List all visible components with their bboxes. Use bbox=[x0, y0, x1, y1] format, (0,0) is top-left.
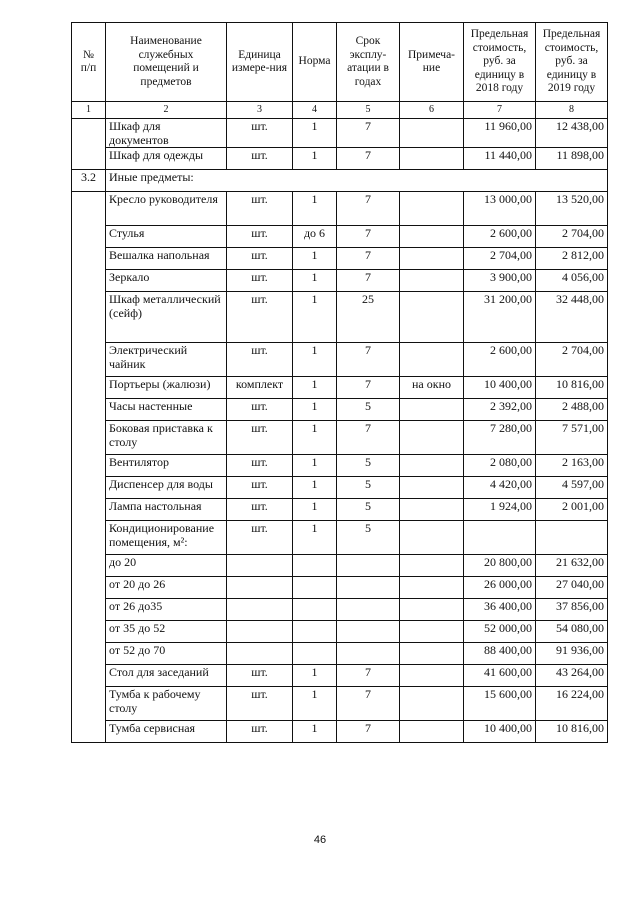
item-note bbox=[400, 421, 464, 455]
item-norm bbox=[293, 577, 337, 599]
table-row bbox=[72, 343, 608, 377]
item-price-2019: 2 704,00 bbox=[536, 343, 608, 377]
item-name: от 26 до35 bbox=[106, 599, 227, 621]
table-row bbox=[72, 421, 608, 455]
section-title: Иные предметы: bbox=[106, 170, 608, 192]
item-price-2019: 7 571,00 bbox=[536, 421, 608, 455]
item-unit: шт. bbox=[227, 399, 293, 421]
item-name: Шкаф для одежды bbox=[106, 148, 227, 170]
item-term: 5 bbox=[337, 455, 400, 477]
item-price-2018: 2 600,00 bbox=[464, 226, 536, 248]
item-unit: шт. bbox=[227, 148, 293, 170]
item-norm: 1 bbox=[293, 148, 337, 170]
item-price-2018: 7 280,00 bbox=[464, 421, 536, 455]
item-name: Кресло руководителя bbox=[106, 192, 227, 226]
item-note bbox=[400, 119, 464, 148]
table-row bbox=[72, 499, 608, 521]
row-number-cell bbox=[72, 119, 106, 170]
item-name: Боковая приставка к столу bbox=[106, 421, 227, 455]
column-number: 7 bbox=[464, 102, 536, 119]
item-unit: шт. bbox=[227, 248, 293, 270]
item-name: Стулья bbox=[106, 226, 227, 248]
item-note bbox=[400, 643, 464, 665]
table-row bbox=[72, 555, 608, 577]
item-term: 7 bbox=[337, 119, 400, 148]
item-name: до 20 bbox=[106, 555, 227, 577]
item-term bbox=[337, 621, 400, 643]
table-row bbox=[72, 721, 608, 743]
item-term bbox=[337, 555, 400, 577]
norms-table bbox=[71, 22, 608, 743]
item-name: Вентилятор bbox=[106, 455, 227, 477]
item-price-2019: 13 520,00 bbox=[536, 192, 608, 226]
item-unit: шт. bbox=[227, 687, 293, 721]
item-price-2019: 37 856,00 bbox=[536, 599, 608, 621]
table-row bbox=[72, 599, 608, 621]
item-note bbox=[400, 455, 464, 477]
header-unit: Единица измере-ния bbox=[227, 23, 293, 102]
item-name: Портьеры (жалюзи) bbox=[106, 377, 227, 399]
page-number: 46 bbox=[313, 834, 327, 846]
item-unit: шт. bbox=[227, 292, 293, 343]
table-row bbox=[72, 455, 608, 477]
item-price-2019: 54 080,00 bbox=[536, 621, 608, 643]
item-price-2019: 2 488,00 bbox=[536, 399, 608, 421]
item-price-2019: 2 163,00 bbox=[536, 455, 608, 477]
item-norm: 1 bbox=[293, 477, 337, 499]
header-norm: Норма bbox=[293, 23, 337, 102]
item-unit bbox=[227, 643, 293, 665]
item-note bbox=[400, 148, 464, 170]
table-row bbox=[72, 521, 608, 555]
table-row bbox=[72, 399, 608, 421]
item-unit: шт. bbox=[227, 119, 293, 148]
header-term: Срок эксплу-атации в годах bbox=[337, 23, 400, 102]
item-term bbox=[337, 643, 400, 665]
item-note bbox=[400, 477, 464, 499]
column-number: 3 bbox=[227, 102, 293, 119]
item-price-2019: 2 812,00 bbox=[536, 248, 608, 270]
item-price-2018: 3 900,00 bbox=[464, 270, 536, 292]
header-no: № п/п bbox=[72, 23, 106, 102]
row-number-cell bbox=[72, 192, 106, 743]
item-term: 7 bbox=[337, 687, 400, 721]
item-price-2018: 2 600,00 bbox=[464, 343, 536, 377]
item-price-2018: 13 000,00 bbox=[464, 192, 536, 226]
item-norm bbox=[293, 599, 337, 621]
item-name: от 52 до 70 bbox=[106, 643, 227, 665]
item-price-2018: 2 704,00 bbox=[464, 248, 536, 270]
item-term: 7 bbox=[337, 226, 400, 248]
item-note bbox=[400, 248, 464, 270]
item-price-2018: 10 400,00 bbox=[464, 721, 536, 743]
table-row bbox=[72, 621, 608, 643]
item-name: Стол для заседаний bbox=[106, 665, 227, 687]
item-price-2018: 36 400,00 bbox=[464, 599, 536, 621]
item-note: на окно bbox=[400, 377, 464, 399]
item-price-2019: 4 597,00 bbox=[536, 477, 608, 499]
item-note bbox=[400, 721, 464, 743]
section-number: 3.2 bbox=[72, 170, 106, 192]
table-row bbox=[72, 148, 608, 170]
section-row bbox=[72, 170, 608, 192]
item-term: 5 bbox=[337, 477, 400, 499]
table-row bbox=[72, 270, 608, 292]
item-term: 7 bbox=[337, 270, 400, 292]
item-price-2018: 31 200,00 bbox=[464, 292, 536, 343]
item-unit: шт. bbox=[227, 343, 293, 377]
item-name: Зеркало bbox=[106, 270, 227, 292]
item-price-2019: 10 816,00 bbox=[536, 377, 608, 399]
table-row bbox=[72, 643, 608, 665]
item-norm bbox=[293, 555, 337, 577]
item-term: 7 bbox=[337, 343, 400, 377]
item-norm: 1 bbox=[293, 399, 337, 421]
item-name: Кондиционирование помещения, м²: bbox=[106, 521, 227, 555]
item-price-2018: 4 420,00 bbox=[464, 477, 536, 499]
column-number: 8 bbox=[536, 102, 608, 119]
item-norm bbox=[293, 621, 337, 643]
item-price-2019: 43 264,00 bbox=[536, 665, 608, 687]
item-term: 5 bbox=[337, 399, 400, 421]
header-name: Наименование служебных помещений и предметов bbox=[106, 23, 227, 102]
column-number: 6 bbox=[400, 102, 464, 119]
column-number: 5 bbox=[337, 102, 400, 119]
item-price-2019: 2 704,00 bbox=[536, 226, 608, 248]
header-note: Примеча-ние bbox=[400, 23, 464, 102]
item-price-2018: 2 392,00 bbox=[464, 399, 536, 421]
item-note bbox=[400, 621, 464, 643]
item-name: Тумба к рабочему столу bbox=[106, 687, 227, 721]
table-row bbox=[72, 577, 608, 599]
item-note bbox=[400, 292, 464, 343]
item-unit bbox=[227, 577, 293, 599]
item-price-2018: 11 440,00 bbox=[464, 148, 536, 170]
item-price-2018: 11 960,00 bbox=[464, 119, 536, 148]
item-note bbox=[400, 499, 464, 521]
table-row bbox=[72, 687, 608, 721]
item-norm: до 6 bbox=[293, 226, 337, 248]
item-norm: 1 bbox=[293, 665, 337, 687]
item-unit bbox=[227, 599, 293, 621]
item-term bbox=[337, 599, 400, 621]
column-number: 1 bbox=[72, 102, 106, 119]
item-price-2018: 10 400,00 bbox=[464, 377, 536, 399]
item-note bbox=[400, 599, 464, 621]
item-norm: 1 bbox=[293, 421, 337, 455]
item-norm: 1 bbox=[293, 687, 337, 721]
item-note bbox=[400, 687, 464, 721]
item-term bbox=[337, 577, 400, 599]
item-name: Диспенсер для воды bbox=[106, 477, 227, 499]
item-unit: шт. bbox=[227, 421, 293, 455]
item-term: 7 bbox=[337, 148, 400, 170]
item-term: 7 bbox=[337, 377, 400, 399]
table-row bbox=[72, 248, 608, 270]
table-header-row bbox=[72, 23, 608, 102]
item-price-2018 bbox=[464, 521, 536, 555]
item-unit: шт. bbox=[227, 270, 293, 292]
item-price-2019: 11 898,00 bbox=[536, 148, 608, 170]
item-norm: 1 bbox=[293, 119, 337, 148]
column-numbers-row bbox=[72, 102, 608, 119]
item-price-2018: 15 600,00 bbox=[464, 687, 536, 721]
item-norm: 1 bbox=[293, 499, 337, 521]
item-name: Лампа настольная bbox=[106, 499, 227, 521]
item-price-2019: 16 224,00 bbox=[536, 687, 608, 721]
item-unit bbox=[227, 555, 293, 577]
item-price-2018: 1 924,00 bbox=[464, 499, 536, 521]
item-price-2018: 20 800,00 bbox=[464, 555, 536, 577]
item-note bbox=[400, 343, 464, 377]
item-unit: шт. bbox=[227, 455, 293, 477]
item-note bbox=[400, 270, 464, 292]
item-price-2018: 52 000,00 bbox=[464, 621, 536, 643]
item-price-2019: 27 040,00 bbox=[536, 577, 608, 599]
item-norm: 1 bbox=[293, 270, 337, 292]
item-unit: шт. bbox=[227, 665, 293, 687]
item-term: 7 bbox=[337, 421, 400, 455]
table-row bbox=[72, 226, 608, 248]
table-row bbox=[72, 377, 608, 399]
header-price-2018: Предельная стоимость, руб. за единицу в 2018 году bbox=[464, 23, 536, 102]
item-norm: 1 bbox=[293, 521, 337, 555]
table-row bbox=[72, 665, 608, 687]
item-note bbox=[400, 555, 464, 577]
item-price-2018: 26 000,00 bbox=[464, 577, 536, 599]
item-price-2019: 4 056,00 bbox=[536, 270, 608, 292]
item-unit bbox=[227, 621, 293, 643]
item-term: 5 bbox=[337, 499, 400, 521]
table-row bbox=[72, 119, 608, 148]
item-name: Шкаф для документов bbox=[106, 119, 227, 148]
item-norm bbox=[293, 643, 337, 665]
item-norm: 1 bbox=[293, 377, 337, 399]
item-norm: 1 bbox=[293, 343, 337, 377]
item-price-2019: 91 936,00 bbox=[536, 643, 608, 665]
item-note bbox=[400, 399, 464, 421]
item-price-2018: 2 080,00 bbox=[464, 455, 536, 477]
item-price-2018: 41 600,00 bbox=[464, 665, 536, 687]
item-term: 25 bbox=[337, 292, 400, 343]
item-name: Часы настенные bbox=[106, 399, 227, 421]
item-name: Тумба сервисная bbox=[106, 721, 227, 743]
item-term: 7 bbox=[337, 721, 400, 743]
item-term: 7 bbox=[337, 192, 400, 226]
item-note bbox=[400, 192, 464, 226]
item-norm: 1 bbox=[293, 455, 337, 477]
item-price-2019: 21 632,00 bbox=[536, 555, 608, 577]
item-price-2019 bbox=[536, 521, 608, 555]
item-name: Электрический чайник bbox=[106, 343, 227, 377]
item-unit: шт. bbox=[227, 226, 293, 248]
item-name: Шкаф металлический (сейф) bbox=[106, 292, 227, 343]
column-number: 4 bbox=[293, 102, 337, 119]
table-row bbox=[72, 192, 608, 226]
header-price-2019: Предельная стоимость, руб. за единицу в 2019 году bbox=[536, 23, 608, 102]
item-term: 5 bbox=[337, 521, 400, 555]
item-name: от 20 до 26 bbox=[106, 577, 227, 599]
item-name: от 35 до 52 bbox=[106, 621, 227, 643]
item-term: 7 bbox=[337, 665, 400, 687]
item-norm: 1 bbox=[293, 721, 337, 743]
item-unit: шт. bbox=[227, 477, 293, 499]
item-unit: шт. bbox=[227, 192, 293, 226]
item-term: 7 bbox=[337, 248, 400, 270]
item-norm: 1 bbox=[293, 248, 337, 270]
item-price-2018: 88 400,00 bbox=[464, 643, 536, 665]
item-unit: шт. bbox=[227, 721, 293, 743]
item-norm: 1 bbox=[293, 192, 337, 226]
item-unit: шт. bbox=[227, 521, 293, 555]
item-price-2019: 10 816,00 bbox=[536, 721, 608, 743]
item-price-2019: 32 448,00 bbox=[536, 292, 608, 343]
column-number: 2 bbox=[106, 102, 227, 119]
table-row bbox=[72, 477, 608, 499]
table-row bbox=[72, 292, 608, 343]
item-norm: 1 bbox=[293, 292, 337, 343]
item-note bbox=[400, 521, 464, 555]
item-unit: шт. bbox=[227, 499, 293, 521]
item-note bbox=[400, 577, 464, 599]
item-price-2019: 12 438,00 bbox=[536, 119, 608, 148]
item-unit: комплект bbox=[227, 377, 293, 399]
item-note bbox=[400, 665, 464, 687]
item-name: Вешалка напольная bbox=[106, 248, 227, 270]
item-price-2019: 2 001,00 bbox=[536, 499, 608, 521]
item-note bbox=[400, 226, 464, 248]
